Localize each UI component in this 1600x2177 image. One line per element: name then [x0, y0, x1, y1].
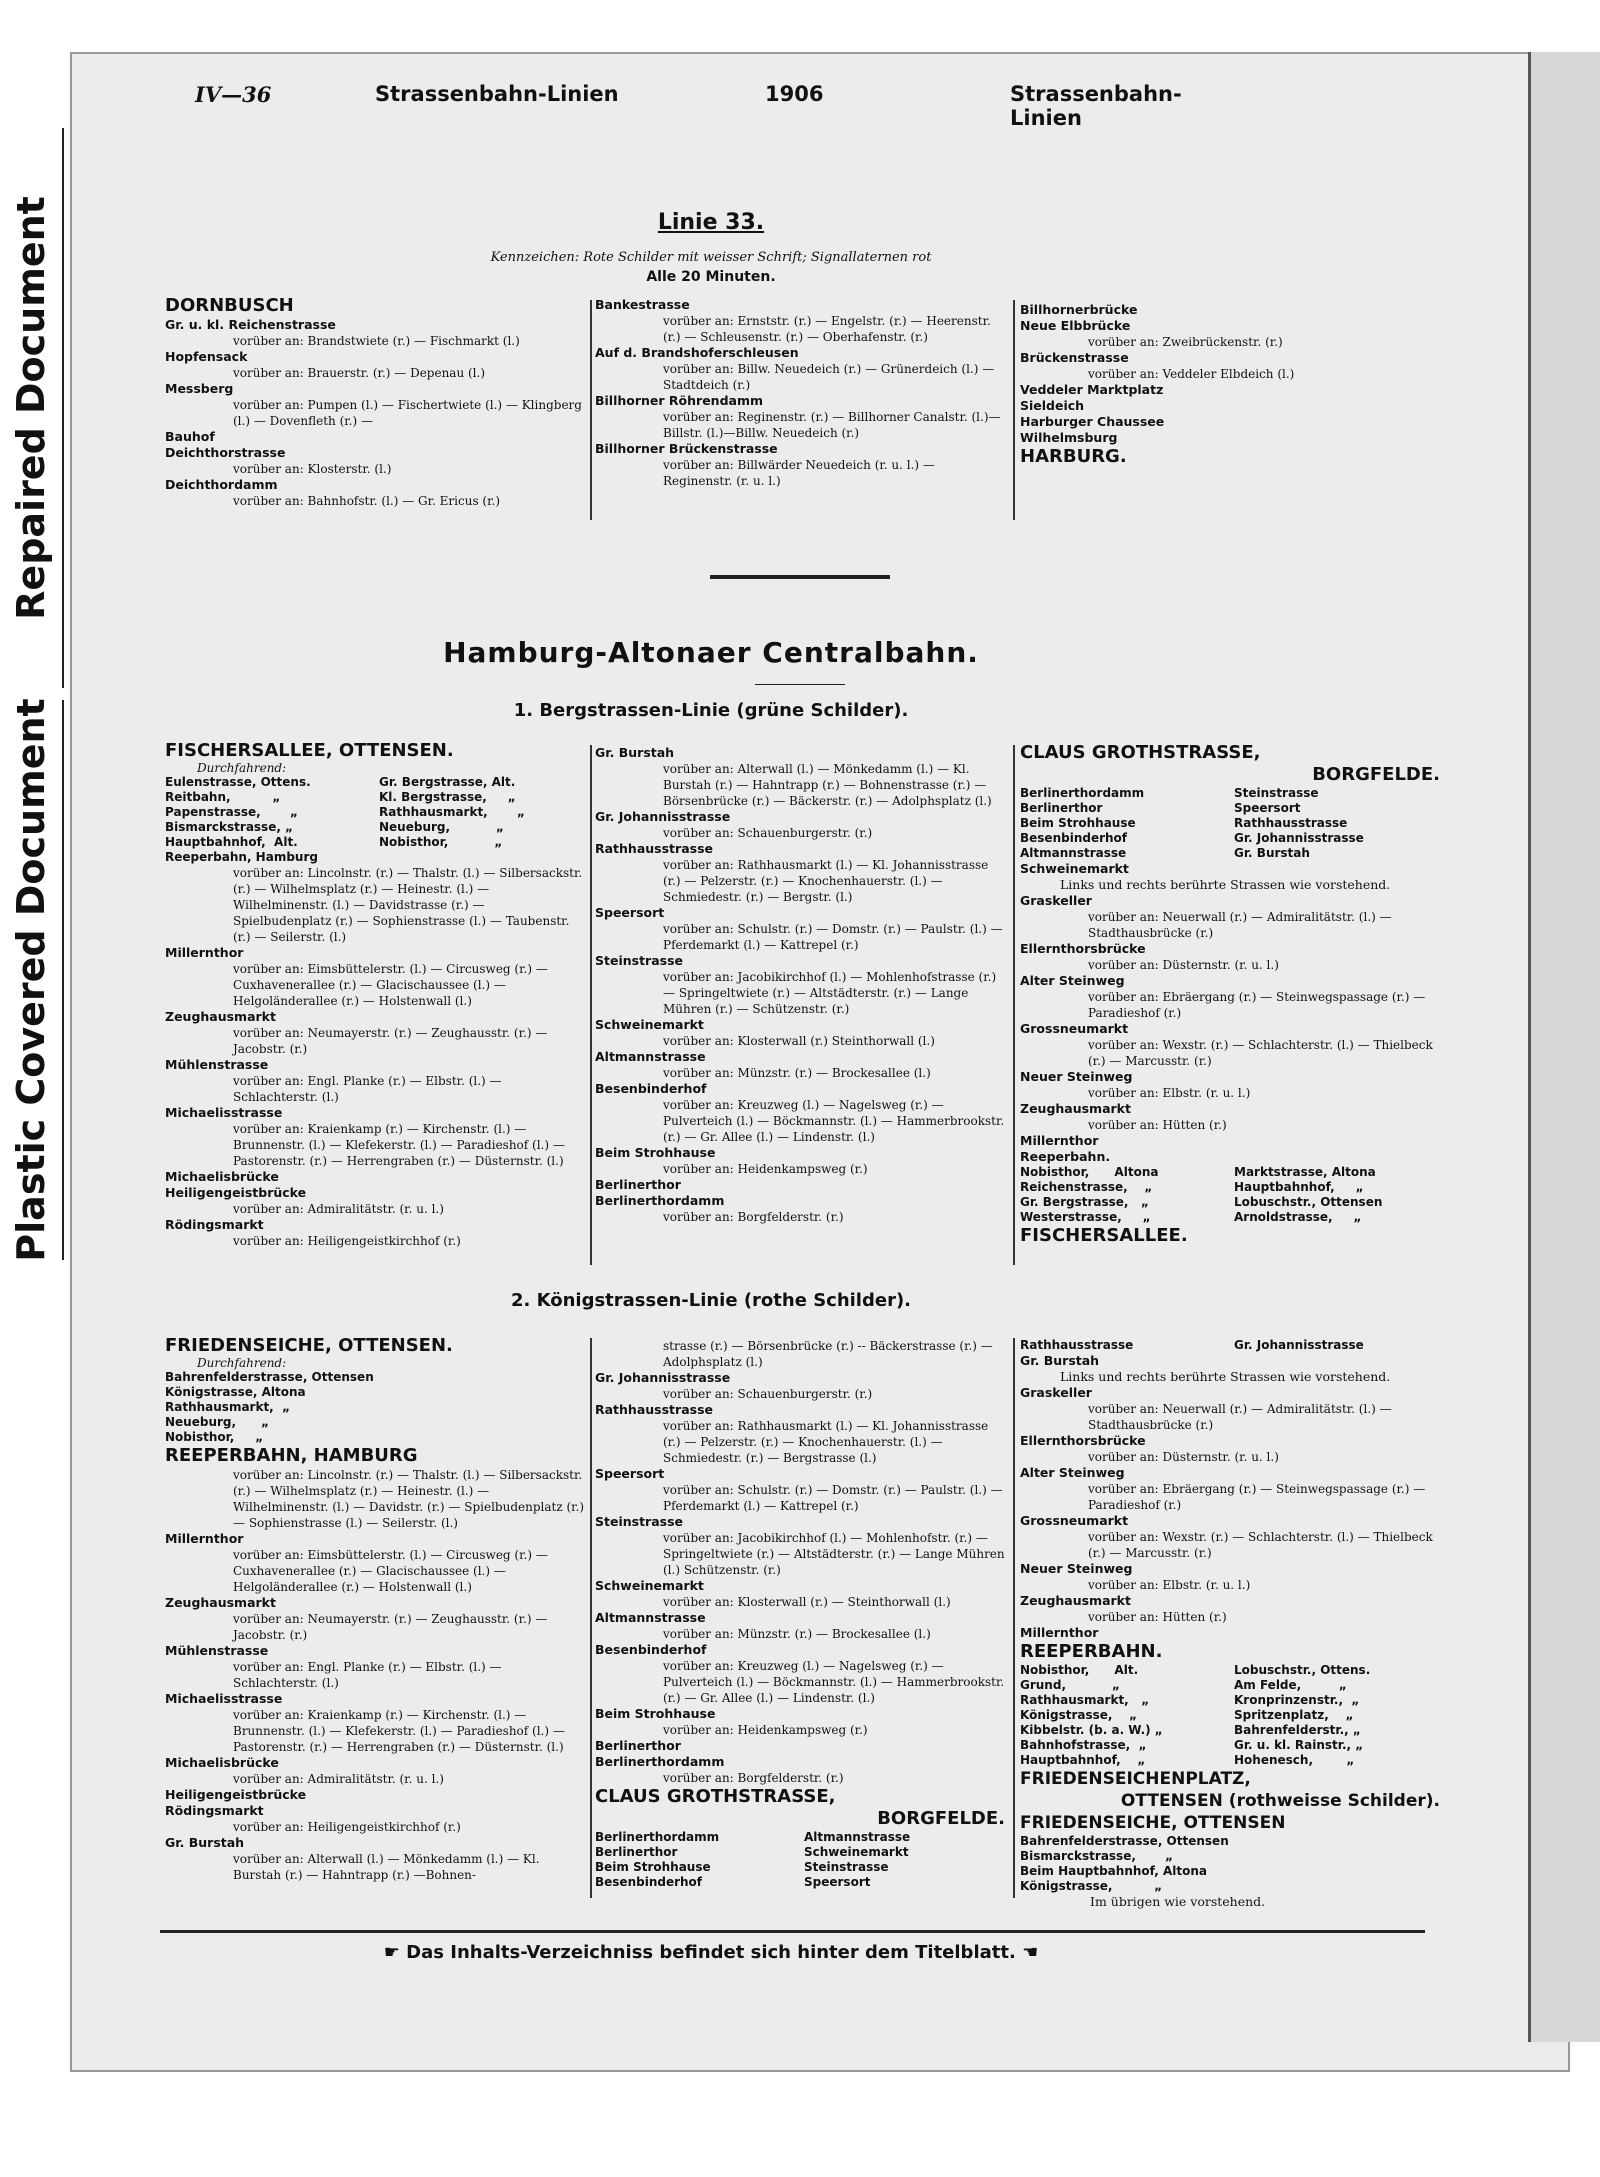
stop-name: Harburger Chaussee: [1020, 414, 1165, 429]
linie1-title: 1. Bergstrassen-Linie (grüne Schilder).: [513, 700, 909, 721]
stop-name: Millernthor: [165, 1531, 244, 1546]
stop-name: Speersort: [595, 905, 665, 920]
via-streets: vorüber an: Elbstr. (r. u. l.): [1088, 1086, 1251, 1100]
friedenseichenplatz: FRIEDENSEICHENPLATZ,: [1020, 1769, 1251, 1789]
linie1-through-stops: [165, 775, 585, 865]
via-streets: vorüber an: Eimsbüttelerstr. (l.) — Circusweg (r.) — Cuxhavenerallee (r.) — Glacischaussee (l.) — Helgoländerallee (r.) — Holstenwall (l.): [233, 1548, 548, 1594]
via-streets: vorüber an: Elbstr. (r. u. l.): [1088, 1578, 1251, 1592]
stop-name: Gr. Johannisstrasse: [595, 1370, 731, 1385]
terminus: HARBURG.: [1020, 446, 1127, 467]
via-streets: vorüber an: Düsternstr. (r. u. l.): [1088, 1450, 1279, 1464]
divider: [1013, 300, 1015, 520]
via-streets: vorüber an: Engl. Planke (r.) — Elbstr. (l.) — Schlachterstr. (l.): [233, 1660, 502, 1690]
stop-name: Wilhelmsburg: [1020, 430, 1118, 445]
via-streets: vorüber an: Heiligengeistkirchhof (r.): [233, 1820, 461, 1834]
stop-name: Speersort: [595, 1466, 665, 1481]
via-streets: vorüber an: Wexstr. (r.) — Schlachterstr. (l.) — Thielbeck (r.) — Marcusstr. (r.): [1088, 1038, 1433, 1068]
stop-name: Beim Strohhause: [595, 1145, 716, 1160]
stop-name: Schweinemarkt: [595, 1017, 704, 1032]
stop-name: Besenbinderhof: [595, 1081, 707, 1096]
grid-stop: Reichenstrasse, „: [1020, 1180, 1153, 1194]
terminus: DORNBUSCH: [165, 295, 294, 316]
divider: [1013, 745, 1015, 1265]
grid-stop: Arnoldstrasse, „: [1234, 1210, 1362, 1224]
via-streets: vorüber an: Neumayerstr. (r.) — Zeughausstr. (r.) — Jacobstr. (r.): [233, 1612, 548, 1642]
via-streets: vorüber an: Wexstr. (r.) — Schlachterstr. (l.) — Thielbeck (r.) — Marcusstr. (r.): [1088, 1530, 1433, 1560]
separator-rule: [710, 575, 890, 579]
stop-name: Veddeler Marktplatz: [1020, 382, 1164, 397]
stop-name: Grossneumarkt: [1020, 1513, 1129, 1528]
stop-name: Sieldeich: [1020, 398, 1085, 413]
via-streets: vorüber an: Münzstr. (r.) — Brockesallee (l.): [663, 1627, 931, 1641]
via-streets: vorüber an: Ebräergang (r.) — Steinwegspassage (r.) — Paradieshof (r.): [1088, 990, 1426, 1020]
grid-stop: Hohenesch, „: [1234, 1753, 1355, 1767]
divider: [590, 300, 592, 520]
grid-stop: Steinstrasse: [1234, 786, 1319, 800]
stop-name: Berlinerthordamm: [595, 1193, 725, 1208]
stop-name: Grossneumarkt: [1020, 1021, 1129, 1036]
stop-name: Graskeller: [1020, 1385, 1092, 1400]
via-streets: vorüber an: Düsternstr. (r. u. l.): [1088, 958, 1279, 972]
grid-stop: Rathhausstrasse: [1020, 1338, 1134, 1352]
linie2-return-stops: [595, 1830, 1005, 1890]
linie2-through-stops: [165, 1370, 585, 1445]
linie2-borgfelde: BORGFELDE.: [877, 1808, 1005, 1829]
linie2-claus-groth: CLAUS GROTHSTRASSE,: [595, 1786, 836, 1807]
durchfahrend-label: Durchfahrend:: [197, 1356, 287, 1370]
grid-stop: Gr. Burstah: [1234, 846, 1310, 860]
stop-name: Rathhausstrasse: [595, 841, 713, 856]
linie33-column-3: [1020, 302, 1440, 468]
plastic-covered-label: [0, 700, 64, 1260]
via-streets: vorüber an: Zweibrückenstr. (r.): [1088, 335, 1283, 349]
stop-name: Alter Steinweg: [1020, 973, 1125, 988]
via-streets: vorüber an: Alterwall (l.) — Mönkedamm (l.) — Kl. Burstah (r.) — Hahntrapp (r.) — Bohnenstrasse (r.) — Börsenbrücke (r.) — Bäckerstr. (r.) — Adolphsplatz (l.): [663, 762, 992, 808]
linie1-stop-list-3: [1020, 861, 1440, 1165]
grid-stop: Neueburg, „: [379, 820, 504, 834]
linie2-reeperbahn: REEPERBAHN, HAMBURG: [165, 1445, 418, 1466]
stop-name: Neuer Steinweg: [1020, 1069, 1133, 1084]
via-streets: vorüber an: Neuerwall (r.) — Admiralitätstr. (l.) — Stadthausbrücke (r.): [1088, 910, 1392, 940]
via-streets: vorüber an: Brauerstr. (r.) — Depenau (l.): [233, 366, 486, 380]
grid-stop: Beim Strohhause: [595, 1860, 711, 1874]
grid-stop: Kl. Bergstrasse, „: [379, 790, 516, 804]
linie1-end: FISCHERSALLEE.: [1020, 1225, 1188, 1246]
stop-name: Deichthorstrasse: [165, 445, 286, 460]
linie2-altona-stops: [1020, 1663, 1440, 1768]
grid-stop: Gr. Johannisstrasse: [1234, 831, 1364, 845]
footer-rule: [160, 1930, 1425, 1933]
note: Links und rechts berührte Strassen wie vorstehend.: [1060, 877, 1391, 892]
stop-name: Schweinemarkt: [1020, 861, 1129, 876]
via-streets: vorüber an: Lincolnstr. (r.) — Thalstr. (l.) — Silbersackstr. (r.) — Wilhelmsplatz (r.) — Heinestr. (l.) — Wilhelminenstr. (l.) — Davidstr. (r.) — Spielbudenplatz (r.) — Sophienstrasse (l.) — Seilerstr. (l.): [233, 1468, 585, 1530]
stop-name: Billhornerbrücke: [1020, 302, 1138, 317]
plastic-covered-text: Plastic Covered Document: [9, 698, 53, 1262]
via-streets: vorüber an: Bahnhofstr. (l.) — Gr. Ericus (r.): [233, 494, 501, 508]
via-streets: vorüber an: Hütten (r.): [1088, 1610, 1227, 1624]
linie2-column-2: [595, 1338, 1005, 1890]
ottensen-rothweiss: OTTENSEN (rothweisse Schilder).: [1120, 1791, 1440, 1811]
via-streets: vorüber an: Alterwall (l.) — Mönkedamm (l.) — Kl. Burstah (r.) — Hahntrapp (r.) —Bohnen-: [233, 1852, 540, 1882]
via-streets: vorüber an: Neumayerstr. (r.) — Zeughausstr. (r.) — Jacobstr. (r.): [233, 1026, 548, 1056]
stop-name: Berlinerthor: [595, 1738, 681, 1753]
repaired-document-text: Repaired Document: [9, 196, 53, 620]
linie2-column-3: [1020, 1338, 1440, 1910]
stop-name: Steinstrasse: [595, 953, 684, 968]
stop-name: Zeughausmarkt: [1020, 1593, 1131, 1608]
stop-line: Bismarckstrasse, „: [1020, 1849, 1174, 1863]
grid-stop: Speersort: [804, 1875, 871, 1889]
linie1-column-2: [595, 745, 1005, 1225]
linie33-column-2: [595, 297, 1005, 489]
stop-line: Königstrasse, „: [1020, 1879, 1163, 1893]
via-streets: vorüber an: Ernststr. (r.) — Engelstr. (r.) — Heerenstr. (r.) — Schleusenstr. (r.) — Oberhafenstr. (r.): [663, 314, 991, 344]
stop-name: Zeughausmarkt: [1020, 1101, 1131, 1116]
grid-stop: Schweinemarkt: [804, 1845, 909, 1859]
grid-stop: Spritzenplatz, „: [1234, 1708, 1354, 1722]
grid-stop: Beim Strohhause: [1020, 816, 1136, 830]
via-streets: vorüber an: Lincolnstr. (r.) — Thalstr. (l.) — Silbersackstr. (r.) — Wilhelmsplatz (r.) — Heinestr. (l.) — Wilhelminenstr. (l.) — Davidstrasse (r.) — Spielbudenplatz (r.) — Sophienstrasse (l.) — Taubenstr. (r.) — Seilerstr. (l.): [233, 866, 583, 944]
stop-name: Reeperbahn.: [1020, 1149, 1111, 1164]
page-edge: [1528, 52, 1600, 2042]
linie1-borgfelde: BORGFELDE.: [1312, 764, 1440, 785]
stop-name: Graskeller: [1020, 893, 1092, 908]
grid-stop: Altmannstrasse: [804, 1830, 911, 1844]
linie2-return-top: [1020, 1338, 1440, 1353]
linie1-column-3: [1020, 742, 1440, 1247]
stop-name: Gr. Johannisstrasse: [595, 809, 731, 824]
via-streets: vorüber an: Billw. Neuedeich (r.) — Grünerdeich (l.) — Stadtdeich (r.): [663, 362, 995, 392]
grid-stop: Lobuschstr., Ottens.: [1234, 1663, 1371, 1677]
linie2-title: 2. Königstrassen-Linie (rothe Schilder).: [510, 1290, 912, 1311]
linie33-title: Linie 33.: [657, 210, 765, 235]
stop-name: Neuer Steinweg: [1020, 1561, 1133, 1576]
grid-stop: Besenbinderhof: [595, 1875, 703, 1889]
section-title: Hamburg-Altonaer Centralbahn.: [443, 636, 979, 669]
stop-name: Mühlenstrasse: [165, 1643, 269, 1658]
stop-line: Rathhausmarkt, „: [165, 1400, 290, 1414]
grid-stop: Rathhausmarkt, „: [379, 805, 525, 819]
via-streets: vorüber an: Jacobikirchhof (l.) — Mohlenhofstr. (r.) — Springeltwiete (r.) — Altstädterstr. (r.) — Lange Mühren (l.) Schützenstr. (r.): [663, 1531, 1005, 1577]
grid-stop: Westerstrasse, „: [1020, 1210, 1151, 1224]
linie1-claus-groth: CLAUS GROTHSTRASSE,: [1020, 742, 1261, 763]
via-streets: vorüber an: Klosterstr. (l.): [233, 462, 392, 476]
stop-name: Millernthor: [1020, 1133, 1099, 1148]
grid-stop: Gr. u. kl. Rainstr., „: [1234, 1738, 1364, 1752]
stop-name: Millernthor: [1020, 1625, 1099, 1640]
stop-line: Königstrasse, Altona: [165, 1385, 306, 1399]
grid-stop: Hauptbahnhof, Alt.: [165, 835, 298, 849]
grid-stop: [379, 850, 585, 865]
stop-name: Zeughausmarkt: [165, 1009, 276, 1024]
grid-stop: Kronprinzenstr., „: [1234, 1693, 1360, 1707]
stop-name: Berlinerthordamm: [595, 1754, 725, 1769]
via-streets: vorüber an: Kreuzweg (l.) — Nagelsweg (r.) — Pulverteich (l.) — Böckmannstr. (l.) — Hammerbrookstr. (r.) — Gr. Allee (l.) — Lindenstr. (l.): [663, 1098, 1005, 1144]
via-streets: vorüber an: Jacobikirchhof (l.) — Mohlenhofstrasse (r.) — Springeltwiete (r.) — Altstädterstr. (r.) — Lange Mühren (r.) — Schützenstr. (r.): [663, 970, 997, 1016]
grid-stop: Bahrenfelderstr., „: [1234, 1723, 1361, 1737]
stop-name: Beim Strohhause: [595, 1706, 716, 1721]
via-streets: vorüber an: Kraienkamp (r.) — Kirchenstr. (l.) — Brunnenstr. (l.) — Klefekerstr. (l.) — Paradieshof (l.) — Pastorenstr. (r.) — Herrengraben (r.) — Düsternstr. (l.): [233, 1122, 565, 1168]
via-streets: vorüber an: Schulstr. (r.) — Domstr. (r.) — Paulstr. (l.) — Pferdemarkt (l.) — Kattrepel (r.): [663, 922, 1003, 952]
stop-name: Gr. u. kl. Reichenstrasse: [165, 317, 336, 332]
hand-left-icon: ☛: [383, 1942, 407, 1963]
grid-stop: Berlinerthordamm: [1020, 786, 1145, 800]
stop-line: Bahrenfelderstrasse, Ottensen: [1020, 1834, 1229, 1848]
friedenseiche-end: FRIEDENSEICHE, OTTENSEN: [1020, 1813, 1286, 1833]
via-streets: vorüber an: Engl. Planke (r.) — Elbstr. (l.) — Schlachterstr. (l.): [233, 1074, 502, 1104]
linie1-altona-stops: [1020, 1165, 1440, 1225]
linie1-column-1: [165, 740, 585, 1249]
grid-stop: Reitbahn, „: [165, 790, 281, 804]
grid-stop: Bahnhofstrasse, „: [1020, 1738, 1147, 1752]
linie2-stop-list-2: [595, 1338, 1005, 1786]
title-underline: [755, 684, 845, 685]
stop-name: Michaelisbrücke: [165, 1755, 279, 1770]
grid-stop: Papenstrasse, „: [165, 805, 298, 819]
stop-name: Berlinerthor: [595, 1177, 681, 1192]
via-streets: vorüber an: Heidenkampsweg (r.): [663, 1162, 868, 1176]
stop-name: Auf d. Brandshoferschleusen: [595, 345, 799, 360]
stop-name: Heiligengeistbrücke: [165, 1185, 307, 1200]
linie33-interval: Alle 20 Minuten.: [646, 269, 776, 285]
grid-stop: Am Felde, „: [1234, 1678, 1347, 1692]
im-uebrigen: Im übrigen wie vorstehend.: [1090, 1894, 1266, 1909]
via-streets: vorüber an: Schauenburgerstr. (r.): [663, 826, 873, 840]
stop-name: Michaelisstrasse: [165, 1105, 283, 1120]
footer-text: Das Inhalts-Verzeichniss befindet sich hinter dem Titelblatt.: [406, 1942, 1016, 1963]
stop-name: Gr. Burstah: [1020, 1353, 1100, 1368]
stop-name: Rathhausstrasse: [595, 1402, 713, 1417]
grid-stop: Altmannstrasse: [1020, 846, 1127, 860]
durchfahrend-label: Durchfahrend:: [197, 761, 287, 775]
via-streets: vorüber an: Hütten (r.): [1088, 1118, 1227, 1132]
grid-stop: Lobuschstr., Ottensen: [1234, 1195, 1383, 1209]
grid-stop: Nobisthor, Altona: [1020, 1165, 1159, 1179]
via-streets: vorüber an: Ebräergang (r.) — Steinwegspassage (r.) — Paradieshof (r.): [1088, 1482, 1426, 1512]
stop-name: Hopfensack: [165, 349, 248, 364]
stop-name: Altmannstrasse: [595, 1049, 706, 1064]
grid-stop: Hauptbahnhof, „: [1234, 1180, 1364, 1194]
grid-stop: Marktstrasse, Altona: [1234, 1165, 1376, 1179]
stop-name: Messberg: [165, 381, 234, 396]
via-streets: vorüber an: Schulstr. (r.) — Domstr. (r.) — Paulstr. (l.) — Pferdemarkt (l.) — Kattrepel (r.): [663, 1483, 1003, 1513]
stop-name: Billhorner Brückenstrasse: [595, 441, 778, 456]
via-streets: vorüber an: Schauenburgerstr. (r.): [663, 1387, 873, 1401]
via-streets: vorüber an: Klosterwall (r.) Steinthorwall (l.): [663, 1034, 935, 1048]
via-streets: vorüber an: Admiralitätstr. (r. u. l.): [233, 1202, 444, 1216]
linie2-reeperbahn-end: REEPERBAHN.: [1020, 1641, 1163, 1662]
stop-name: Alter Steinweg: [1020, 1465, 1125, 1480]
grid-stop: Rathhausstrasse: [1234, 816, 1348, 830]
linie2-tail-stops: [1020, 1834, 1440, 1894]
grid-stop: Grund, „: [1020, 1678, 1120, 1692]
stop-name: Besenbinderhof: [595, 1642, 707, 1657]
grid-stop: Steinstrasse: [804, 1860, 889, 1874]
via-streets: vorüber an: Eimsbüttelerstr. (l.) — Circusweg (r.) — Cuxhavenerallee (r.) — Glacischaussee (l.) — Helgoländerallee (r.) — Holstenwall (l.): [233, 962, 548, 1008]
stop-name: Bauhof: [165, 429, 215, 444]
grid-stop: Eulenstrasse, Ottens.: [165, 775, 311, 789]
via-streets: vorüber an: Borgfelderstr. (r.): [663, 1210, 844, 1224]
stop-name: Neue Elbbrücke: [1020, 318, 1131, 333]
stop-name: Gr. Burstah: [595, 745, 675, 760]
via-streets: vorüber an: Rathhausmarkt (l.) — Kl. Johannisstrasse (r.) — Pelzerstr. (r.) — Knochenhauerstr. (l.) — Schmiedestr. (r.) — Bergstrasse (l.): [663, 1419, 989, 1465]
footer-note: [0, 1942, 1422, 1963]
divider: [590, 1338, 592, 1898]
linie1-stop-list-1: [165, 865, 585, 1249]
via-streets: vorüber an: Münzstr. (r.) — Brockesallee (l.): [663, 1066, 931, 1080]
grid-stop: Königstrasse, „: [1020, 1708, 1138, 1722]
via-streets: strasse (r.) — Börsenbrücke (r.) -- Bäckerstrasse (r.) — Adolphsplatz (l.): [663, 1339, 993, 1369]
grid-stop: Kibbelstr. (b. a. W.) „: [1020, 1723, 1163, 1737]
header-right: Strassenbahn-Linien: [1010, 82, 1182, 130]
stop-name: Zeughausmarkt: [165, 1595, 276, 1610]
via-streets: vorüber an: Heidenkampsweg (r.): [663, 1723, 868, 1737]
stop-name: Mühlenstrasse: [165, 1057, 269, 1072]
linie2-stop-list-3: [1020, 1353, 1440, 1641]
stop-name: Ellernthorsbrücke: [1020, 941, 1146, 956]
grid-stop: Nobisthor, „: [379, 835, 503, 849]
header-left: Strassenbahn-Linien: [375, 82, 619, 106]
grid-stop: Berlinerthordamm: [595, 1830, 720, 1844]
stop-line: Neueburg, „: [165, 1415, 270, 1429]
via-streets: vorüber an: Borgfelderstr. (r.): [663, 1771, 844, 1785]
via-streets: vorüber an: Admiralitätstr. (r. u. l.): [233, 1772, 444, 1786]
grid-stop: Reeperbahn, Hamburg: [165, 850, 318, 864]
grid-stop: Besenbinderhof: [1020, 831, 1128, 845]
grid-stop: Hauptbahnhof, „: [1020, 1753, 1146, 1767]
stop-name: Heiligengeistbrücke: [165, 1787, 307, 1802]
via-streets: vorüber an: Rathhausmarkt (l.) — Kl. Johannisstrasse (r.) — Pelzerstr. (r.) — Knochenhauerstr. (l.) — Schmiedestr. (r.) — Bergstr. (l.): [663, 858, 989, 904]
linie1-start: FISCHERSALLEE, OTTENSEN.: [165, 740, 454, 761]
grid-stop: Rathhausmarkt, „: [1020, 1693, 1150, 1707]
linie2-column-1: [165, 1335, 585, 1883]
stop-name: Gr. Burstah: [165, 1835, 245, 1850]
via-streets: vorüber an: Kraienkamp (r.) — Kirchenstr. (l.) — Brunnenstr. (l.) — Klefekerstr. (l.) — Paradieshof (l.) — Pastorenstr. (r.) — Herrengraben (r.) — Düsternstr. (l.): [233, 1708, 565, 1754]
stop-name: Michaelisbrücke: [165, 1169, 279, 1184]
linie33-column-1: [165, 295, 585, 509]
grid-stop: Bismarckstrasse, „: [165, 820, 293, 834]
stop-name: Michaelisstrasse: [165, 1691, 283, 1706]
stop-line: Beim Hauptbahnhof, Altona: [1020, 1864, 1207, 1878]
hand-right-icon: ☚: [1015, 1942, 1039, 1963]
stop-name: Ellernthorsbrücke: [1020, 1433, 1146, 1448]
header-year: 1906: [765, 82, 824, 106]
stop-line: Bahrenfelderstrasse, Ottensen: [165, 1370, 374, 1384]
stop-name: Bankestrasse: [595, 297, 690, 312]
stop-name: Rödingsmarkt: [165, 1217, 264, 1232]
via-streets: vorüber an: Neuerwall (r.) — Admiralitätstr. (l.) — Stadthausbrücke (r.): [1088, 1402, 1392, 1432]
stop-name: Altmannstrasse: [595, 1610, 706, 1625]
stop-name: Rödingsmarkt: [165, 1803, 264, 1818]
stop-name: Schweinemarkt: [595, 1578, 704, 1593]
stop-name: Steinstrasse: [595, 1514, 684, 1529]
grid-stop: Berlinerthor: [1020, 801, 1103, 815]
linie1-return-stops: [1020, 786, 1440, 861]
note: Links und rechts berührte Strassen wie vorstehend.: [1060, 1369, 1391, 1384]
via-streets: vorüber an: Heiligengeistkirchhof (r.): [233, 1234, 461, 1248]
grid-stop: Nobisthor, Alt.: [1020, 1663, 1139, 1677]
via-streets: vorüber an: Reginenstr. (r.) — Billhorner Canalstr. (l.)— Billstr. (l.)—Billw. Neuedeich (r.): [663, 410, 1001, 440]
linie2-stop-list-1: [165, 1467, 585, 1883]
divider: [590, 745, 592, 1265]
stop-line: Nobisthor, „: [165, 1430, 264, 1444]
via-streets: vorüber an: Pumpen (l.) — Fischertwiete (l.) — Klingberg (l.) — Dovenfleth (r.) —: [233, 398, 582, 428]
stop-name: Brückenstrasse: [1020, 350, 1129, 365]
via-streets: vorüber an: Veddeler Elbdeich (l.): [1088, 367, 1295, 381]
grid-stop: Berlinerthor: [595, 1845, 678, 1859]
stop-name: Millernthor: [165, 945, 244, 960]
linie33-kennzeichen: Kennzeichen: Rote Schilder mit weisser Schrift; Signallaternen rot: [490, 250, 932, 265]
via-streets: vorüber an: Klosterwall (r.) — Steinthorwall (l.): [663, 1595, 951, 1609]
via-streets: vorüber an: Brandstwiete (r.) — Fischmarkt (l.): [233, 334, 520, 348]
via-streets: vorüber an: Billwärder Neuedeich (r. u. l.) — Reginenstr. (r. u. l.): [663, 458, 935, 488]
stop-name: Deichthordamm: [165, 477, 278, 492]
via-streets: vorüber an: Kreuzweg (l.) — Nagelsweg (r.) — Pulverteich (l.) — Böckmannstr. (l.) — Hammerbrookstr. (r.) — Gr. Allee (l.) — Lindenstr. (l.): [663, 1659, 1005, 1705]
linie2-start: FRIEDENSEICHE, OTTENSEN.: [165, 1335, 453, 1356]
grid-stop: Speersort: [1234, 801, 1301, 815]
grid-stop: Gr. Johannisstrasse: [1234, 1338, 1364, 1352]
stop-name: Billhorner Röhrendamm: [595, 393, 764, 408]
page-number: IV—36: [195, 82, 272, 107]
grid-stop: Gr. Bergstrasse, „: [1020, 1195, 1149, 1209]
grid-stop: Gr. Bergstrasse, Alt.: [379, 775, 516, 789]
divider: [1013, 1338, 1015, 1898]
